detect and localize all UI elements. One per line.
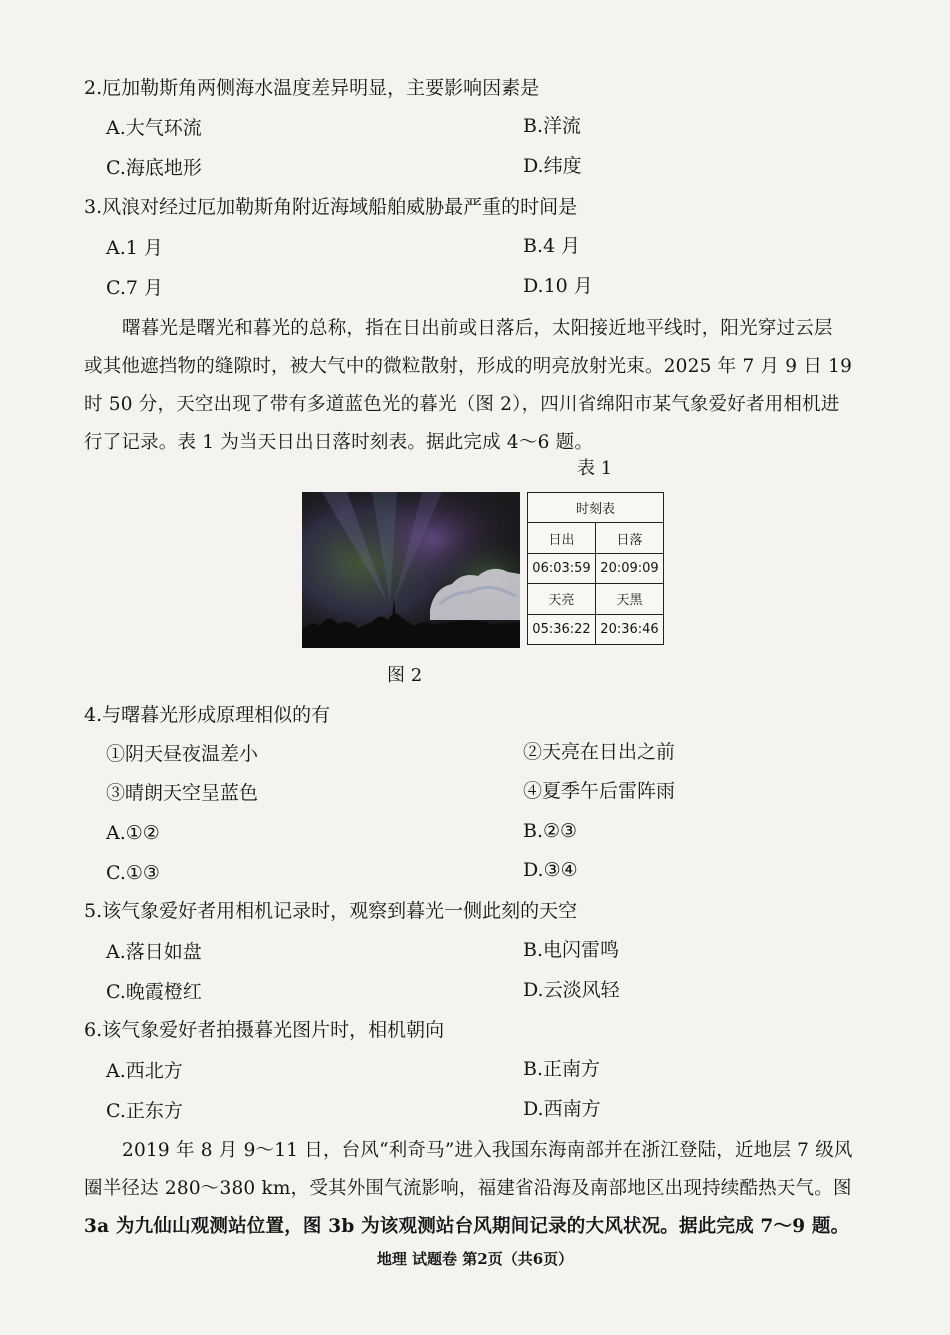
passage1-line-1: 曙暮光是曙光和暮光的总称，指在日出前或日落后，太阳接近地平线时，阳光穿过云层 xyxy=(122,318,833,339)
table-title: 时刻表 xyxy=(528,493,664,523)
q6-option-b: B.正南方 xyxy=(523,1058,601,1080)
passage1-line-4: 行了记录。表 1 为当天日出日落时刻表。据此完成 4～6 题。 xyxy=(84,432,594,453)
q2-stem: 2.厄加勒斯角两侧海水温度差异明显，主要影响因素是 xyxy=(84,77,540,99)
q5-stem: 5.该气象爱好者用相机记录时，观察到暮光一侧此刻的天空 xyxy=(84,900,578,922)
q5-option-b: B.电闪雷鸣 xyxy=(523,939,620,961)
q5-option-a: A.落日如盘 xyxy=(106,941,202,963)
passage2-line-1: 2019 年 8 月 9～11 日，台风“利奇马”进入我国东海南部并在浙江登陆，近地层 7 级风 xyxy=(122,1140,853,1161)
table-title-row xyxy=(528,493,664,523)
q3-option-b: B.4 月 xyxy=(523,235,581,257)
table-row xyxy=(528,614,664,644)
table-cell-sunrise-time: 06:03:59 xyxy=(528,553,596,583)
table-cell-sunset-time: 20:09:09 xyxy=(596,553,664,583)
q4-option-d: D.③④ xyxy=(523,859,578,881)
table-cell-dawn-label: 天亮 xyxy=(528,584,596,614)
q5-option-d: D.云淡风轻 xyxy=(523,979,620,1001)
table-cell-dusk-time: 20:36:46 xyxy=(596,614,664,644)
q6-option-a: A.西北方 xyxy=(106,1060,183,1082)
table-cell-sunset-label: 日落 xyxy=(596,523,664,553)
q4-statement-2: ②天亮在日出之前 xyxy=(523,741,676,763)
passage1-line-2: 或其他遮挡物的缝隙时，被大气中的微粒散射，形成的明亮放射光束。2025 年 7 月 9 日 19 xyxy=(84,356,853,377)
q2-option-c: C.海底地形 xyxy=(106,157,202,179)
q3-option-d: D.10 月 xyxy=(523,275,593,297)
passage2-line-3: 3a 为九仙山观测站位置，图 3b 为该观测站台风期间记录的大风状况。据此完成 7～9 题。 xyxy=(84,1216,850,1237)
q4-option-c: C.①③ xyxy=(106,862,160,884)
table-cell-dusk-label: 天黑 xyxy=(596,584,664,614)
table-cell-dawn-time: 05:36:22 xyxy=(528,614,596,644)
q2-option-b: B.洋流 xyxy=(523,115,582,137)
table-row xyxy=(528,523,664,553)
q6-option-c: C.正东方 xyxy=(106,1100,183,1122)
q5-option-c: C.晚霞橙红 xyxy=(106,981,202,1003)
q3-option-c: C.7 月 xyxy=(106,277,164,299)
table-cell-sunrise-label: 日出 xyxy=(528,523,596,553)
q6-option-d: D.西南方 xyxy=(523,1098,601,1120)
q6-stem: 6.该气象爱好者拍摄暮光图片时，相机朝向 xyxy=(84,1019,445,1041)
page-footer: 地理 试题卷 第2页（共6页） xyxy=(376,1250,574,1268)
q2-option-a: A.大气环流 xyxy=(106,117,202,139)
figure2-caption: 图 2 xyxy=(387,665,423,686)
q2-option-d: D.纬度 xyxy=(523,155,582,177)
table-row xyxy=(528,553,664,583)
sunrise-sunset-table xyxy=(527,492,664,645)
passage1-line-3: 时 50 分，天空出现了带有多道蓝色光的暮光（图 2），四川省绵阳市某气象爱好者用相机进 xyxy=(84,394,840,415)
q3-stem: 3.风浪对经过厄加勒斯角附近海域船舶威胁最严重的时间是 xyxy=(84,196,578,218)
q4-statement-1: ①阴天昼夜温差小 xyxy=(106,743,259,765)
passage2-line-2: 圈半径达 280～380 km，受其外围气流影响，福建省沿海及南部地区出现持续酷热天气。图 xyxy=(84,1178,852,1199)
q4-statement-3: ③晴朗天空呈蓝色 xyxy=(106,782,259,804)
q4-option-b: B.②③ xyxy=(523,820,578,842)
table1-caption: 表 1 xyxy=(577,458,613,479)
q4-statement-4: ④夏季午后雷阵雨 xyxy=(523,780,676,802)
q4-stem: 4.与曙暮光形成原理相似的有 xyxy=(84,704,331,726)
q4-option-a: A.①② xyxy=(106,822,160,844)
twilight-photo xyxy=(302,492,520,648)
q3-option-a: A.1 月 xyxy=(106,237,163,259)
table-row xyxy=(528,584,664,614)
